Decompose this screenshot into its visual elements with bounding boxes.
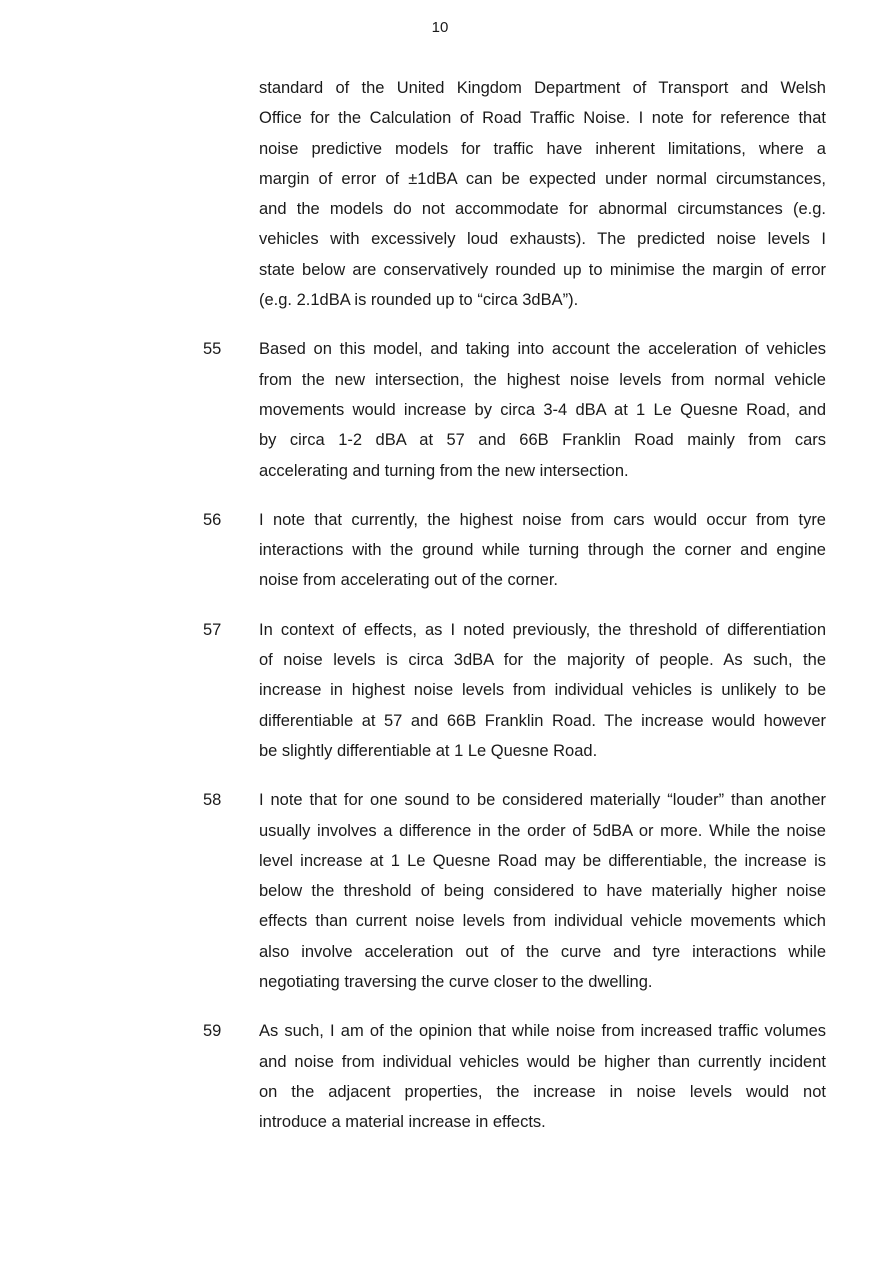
paragraph-continued xyxy=(0,73,880,315)
text-line: be slightly differentiable at 1 Le Quesne Road. xyxy=(259,741,598,760)
document-body xyxy=(0,73,880,1157)
text-line: As such, I am of the opinion that while noise from increased traffic volumes xyxy=(259,1022,826,1041)
text-line: and noise from individual vehicles would be higher than currently incident xyxy=(259,1052,826,1071)
paragraph-number: 58 xyxy=(203,791,222,810)
text-line: of noise levels is circa 3dBA for the majority of people. As such, the xyxy=(259,651,826,670)
text-line: interactions with the ground while turning through the corner and engine xyxy=(259,541,826,560)
paragraph-56 xyxy=(0,505,880,596)
text-line: standard of the United Kingdom Department of Transport and Welsh xyxy=(259,79,826,97)
text-line: differentiable at 57 and 66B Franklin Road. The increase would however xyxy=(259,711,826,730)
paragraph-number: 57 xyxy=(203,620,222,639)
text-line: introduce a material increase in effects. xyxy=(259,1113,546,1132)
text-line: Office for the Calculation of Road Traffic Noise. I note for reference that xyxy=(259,109,826,128)
paragraph-59 xyxy=(0,1016,880,1137)
text-line: I note that for one sound to be considered materially “louder” than another xyxy=(259,791,826,810)
text-line: Based on this model, and taking into account the acceleration of vehicles xyxy=(259,340,826,359)
text-line: from the new intersection, the highest noise levels from normal vehicle xyxy=(259,370,826,389)
paragraph-text xyxy=(259,615,826,766)
text-line: vehicles with excessively loud exhausts). The predicted noise levels I xyxy=(259,230,826,249)
paragraph-number: 59 xyxy=(203,1022,222,1041)
paragraph-57 xyxy=(0,615,880,766)
text-line: level increase at 1 Le Quesne Road may be differentiable, the increase is xyxy=(259,851,826,870)
text-line: state below are conservatively rounded up to minimise the margin of error xyxy=(259,260,826,279)
text-line: negotiating traversing the curve closer to the dwelling. xyxy=(259,973,653,992)
text-line: movements would increase by circa 3-4 dBA at 1 Le Quesne Road, and xyxy=(259,400,826,419)
paragraph-58 xyxy=(0,785,880,997)
text-line: usually involves a difference in the order of 5dBA or more. While the noise xyxy=(259,821,826,840)
text-line: noise predictive models for traffic have inherent limitations, where a xyxy=(259,139,826,158)
text-line: I note that currently, the highest noise from cars would occur from tyre xyxy=(259,510,826,529)
paragraph-55 xyxy=(0,334,880,485)
paragraph-number: 55 xyxy=(203,340,222,359)
text-line: by circa 1-2 dBA at 57 and 66B Franklin Road mainly from cars xyxy=(259,431,826,450)
text-line: below the threshold of being considered to have materially higher noise xyxy=(259,882,826,901)
text-line: increase in highest noise levels from individual vehicles is unlikely to be xyxy=(259,681,826,700)
text-line: accelerating and turning from the new intersection. xyxy=(259,461,629,480)
text-line: In context of effects, as I noted previously, the threshold of differentiation xyxy=(259,620,826,639)
paragraph-number: 56 xyxy=(203,510,222,529)
text-line: also involve acceleration out of the curve and tyre interactions while xyxy=(259,942,826,961)
text-line: noise from accelerating out of the corner. xyxy=(259,571,558,590)
paragraph-text xyxy=(259,785,826,997)
text-line: effects than current noise levels from individual vehicle movements which xyxy=(259,912,826,931)
paragraph-text xyxy=(259,1016,826,1137)
text-line: margin of error of ±1dBA can be expected under normal circumstances, xyxy=(259,169,826,188)
text-line: (e.g. 2.1dBA is rounded up to “circa 3dBA”). xyxy=(259,291,579,310)
paragraph-text xyxy=(259,334,826,485)
paragraph-text xyxy=(259,505,826,596)
page-number: 10 xyxy=(431,19,449,36)
paragraph-text xyxy=(259,73,826,315)
text-line: on the adjacent properties, the increase in noise levels would not xyxy=(259,1082,826,1101)
text-line: and the models do not accommodate for abnormal circumstances (e.g. xyxy=(259,200,826,219)
